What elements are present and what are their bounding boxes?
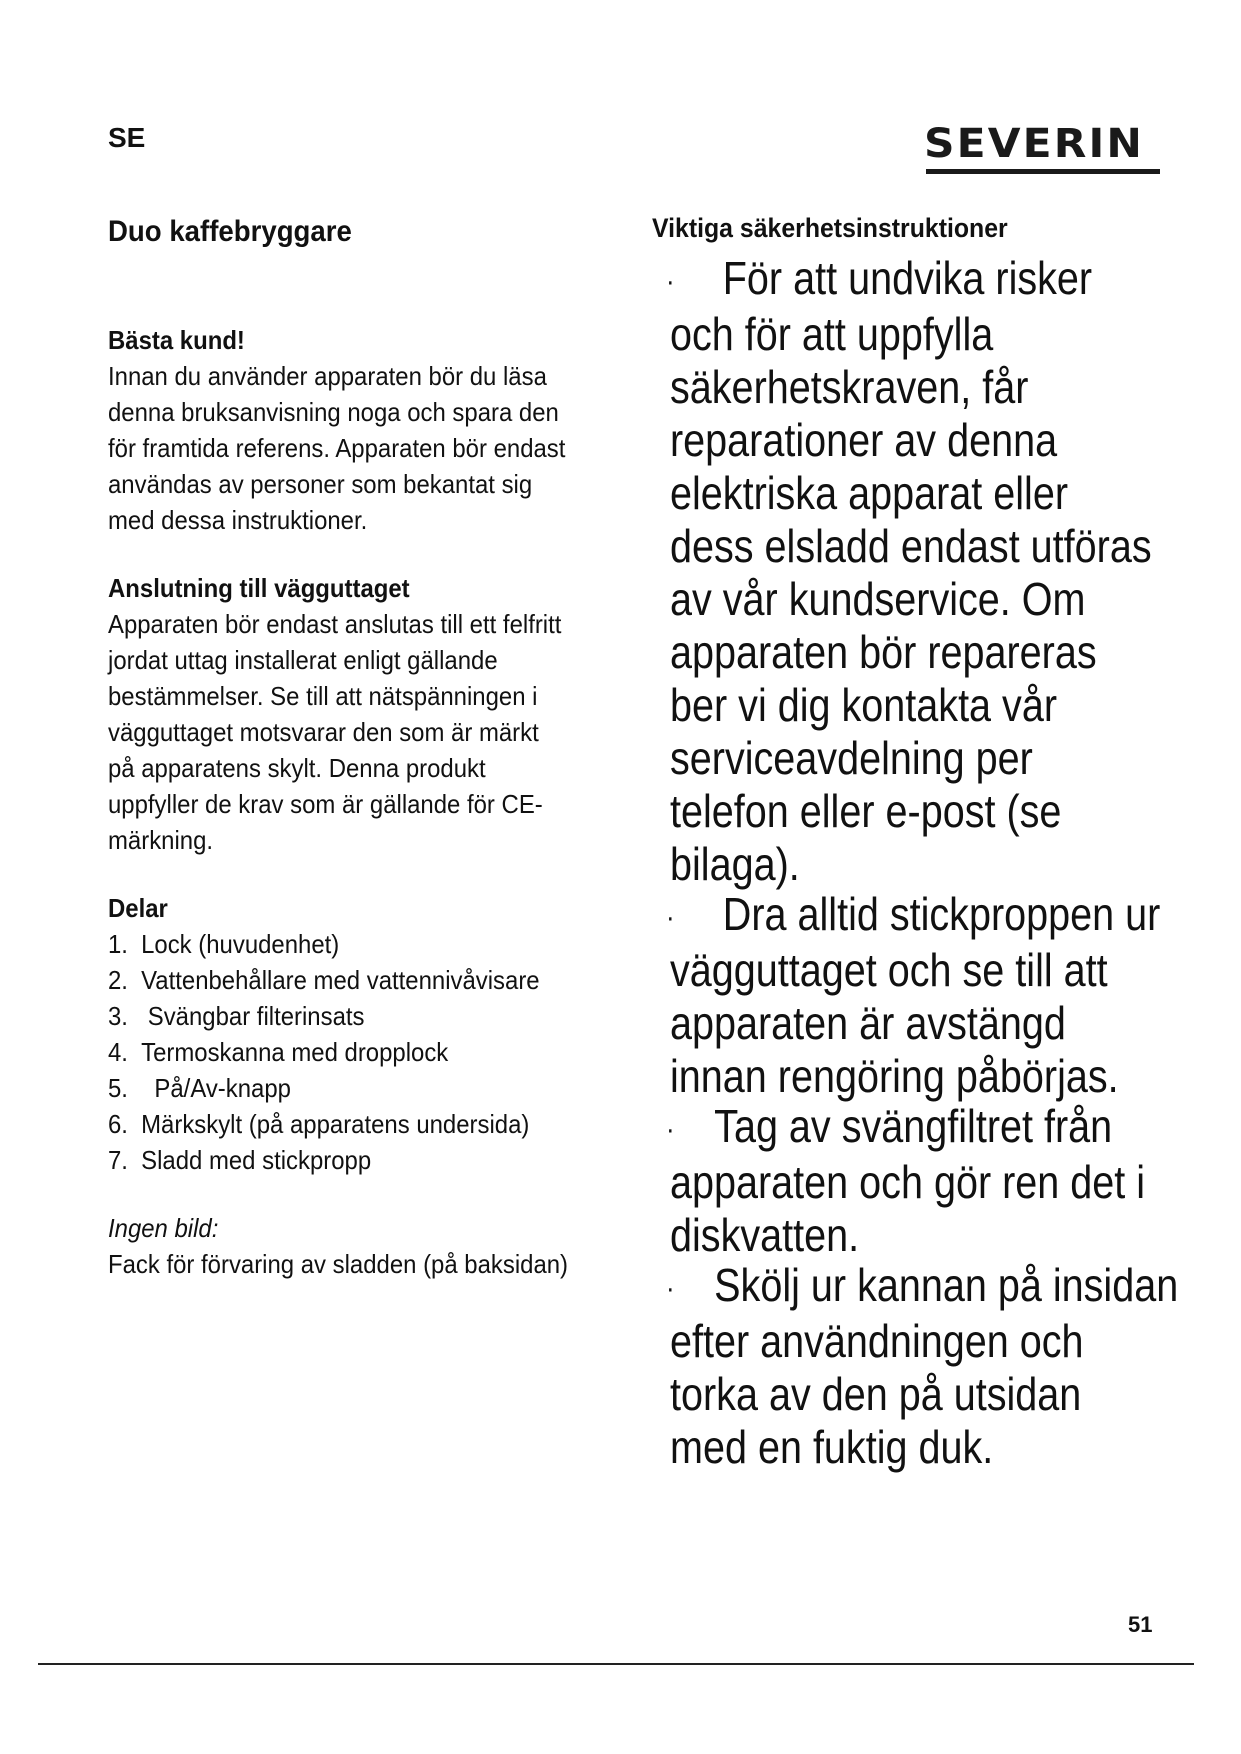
greeting-line: denna bruksanvisning noga och spara den: [108, 397, 559, 427]
bullet-dot-icon: ·: [666, 265, 675, 299]
greeting-line: med dessa instruktioner.: [108, 505, 368, 535]
connection-line: märkning.: [108, 825, 214, 855]
bullet-line: av vår kundservice. Om: [670, 573, 1086, 626]
parts-list: [108, 926, 628, 1178]
bullet-line: innan rengöring påbörjas.: [670, 1050, 1119, 1103]
safety-bullet: [666, 252, 1190, 891]
bullet-line: apparaten är avstängd: [670, 997, 1066, 1050]
bullet-line: telefon eller e-post (se: [670, 785, 1062, 838]
bullet-line: · För att undvika risker: [666, 252, 1113, 308]
list-item: 7. Sladd med stickpropp: [108, 1145, 372, 1175]
greeting-line: Innan du använder apparaten bör du läsa: [108, 361, 547, 391]
bullet-line: apparaten bör repareras: [670, 626, 1097, 679]
parts-section: [108, 890, 628, 1178]
bullet-line: torka av den på utsidan: [670, 1368, 1082, 1421]
connection-heading: Anslutning till vägguttaget: [108, 573, 410, 603]
severin-logo: [924, 122, 1160, 174]
connection-line: Apparaten bör endast anslutas till ett felfritt: [108, 609, 562, 639]
language-code: SE: [108, 122, 146, 153]
greeting-line: användas av personer som bekantat sig: [108, 469, 533, 499]
bullet-line: diskvatten.: [670, 1209, 860, 1262]
list-item: 6. Märkskylt (på apparatens undersida): [108, 1109, 530, 1139]
connection-line: på apparatens skylt. Denna produkt: [108, 753, 486, 783]
bullet-line: · Skölj ur kannan på insidan: [666, 1259, 1113, 1315]
page-number: 51: [1128, 1612, 1153, 1637]
list-item: 4. Termoskanna med dropplock: [108, 1037, 449, 1067]
bullet-dot-icon: ·: [666, 1272, 675, 1306]
connection-section: [108, 570, 628, 858]
bullet-line: · Dra alltid stickproppen ur: [666, 888, 1113, 944]
bullet-line: ber vi dig kontakta vår: [670, 679, 1058, 732]
bullet-line: serviceavdelning per: [670, 732, 1033, 785]
bullet-dot-icon: ·: [666, 901, 675, 935]
bullet-line: med en fuktig duk.: [670, 1421, 994, 1474]
list-item: 3. Svängbar filterinsats: [108, 1001, 365, 1031]
bullet-line: vägguttaget och se till att: [670, 944, 1108, 997]
connection-line: vägguttaget motsvarar den som är märkt: [108, 717, 539, 747]
bullet-line: och för att uppfylla: [670, 308, 994, 361]
bullet-line: säkerhetskraven, får: [670, 361, 1029, 414]
no-image-label: Ingen bild:: [108, 1213, 219, 1243]
connection-line: jordat uttag installerat enligt gällande: [108, 645, 498, 675]
greeting-heading: Bästa kund!: [108, 325, 245, 355]
safety-bullet: [666, 1100, 1190, 1262]
greeting-line: för framtida referens. Apparaten bör endast: [108, 433, 566, 463]
brand-name: SEVERIN: [924, 121, 1145, 167]
greeting-section: [108, 322, 628, 538]
list-item: 2. Vattenbehållare med vattennivåvisare: [108, 965, 540, 995]
bullet-line: apparaten och gör ren det i: [670, 1156, 1146, 1209]
parts-heading: Delar: [108, 893, 168, 923]
list-item: 1. Lock (huvudenhet): [108, 929, 340, 959]
bullet-line: reparationer av denna: [670, 414, 1058, 467]
connection-line: uppfyller de krav som är gällande för CE-: [108, 789, 543, 819]
list-item: 5. På/Av-knapp: [108, 1073, 291, 1103]
logo-underline: [926, 169, 1160, 174]
bullet-line: dess elsladd endast utföras: [670, 520, 1152, 573]
bullet-dot-icon: ·: [666, 1113, 675, 1147]
safety-title: Viktiga säkerhetsinstruktioner: [652, 213, 1008, 243]
bullet-line: efter användningen och: [670, 1315, 1084, 1368]
product-title: Duo kaffebryggare: [108, 215, 352, 248]
no-image-section: [108, 1210, 628, 1282]
connection-line: bestämmelser. Se till att nätspänningen i: [108, 681, 538, 711]
bullet-line: · Tag av svängfiltret från: [666, 1100, 1113, 1156]
bullet-line: elektriska apparat eller: [670, 467, 1069, 520]
safety-bullet: [666, 1259, 1190, 1474]
bullet-line: bilaga).: [670, 838, 800, 891]
product-title-block: [108, 214, 628, 250]
no-image-text: Fack för förvaring av sladden (på baksidan): [108, 1249, 569, 1279]
safety-bullet: [666, 888, 1190, 1103]
footer-divider: [38, 1663, 1194, 1665]
